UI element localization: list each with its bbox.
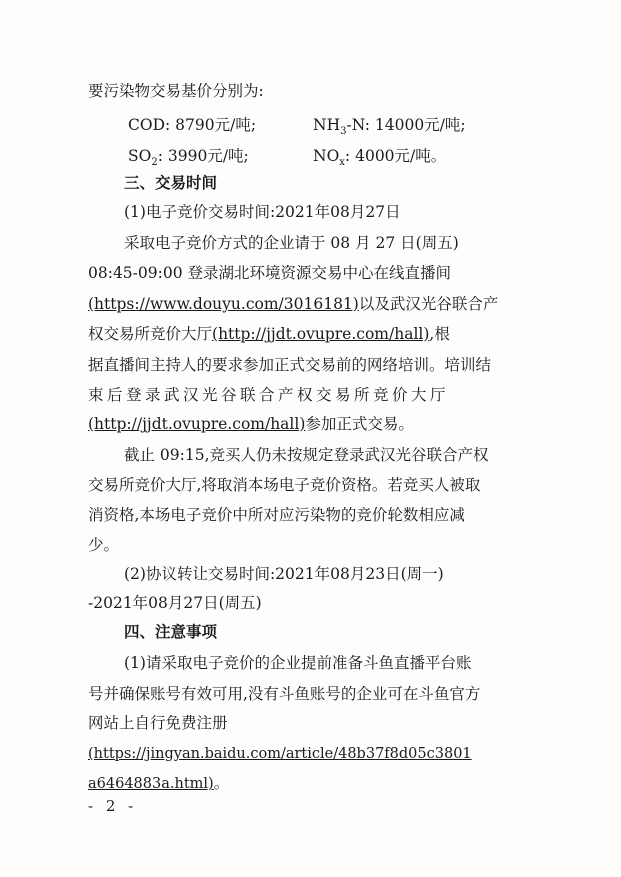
section3-para1-line4: 权交易所竞价大厅(http://jjdt.ovupre.com/hall),根 — [88, 325, 450, 343]
section3-para2-line3: 消资格,本场电子竞价中所对应污染物的竞价轮数相应减 — [88, 506, 465, 524]
section3-heading: 三、交易时间 — [124, 174, 218, 192]
intro-text: 要污染物交易基价分别为: — [88, 82, 264, 100]
nox-label: $NO_x$: — [313, 147, 351, 169]
jingyan-link-part1[interactable]: (https://jingyan.baidu.com/article/48b37f8d05c3801 — [88, 746, 472, 762]
section3-para2-line4: 少。 — [88, 536, 120, 554]
so2-price — [128, 145, 249, 174]
section3-para2-line2: 交易所竞价大厅,将取消本场电子竞价资格。若竞买人被取 — [88, 476, 481, 494]
section3-item2-line1: (2)协议转让交易时间:2021年08月23日(周一) — [124, 565, 444, 583]
nh3-label: $NH_3-N$: — [313, 116, 370, 138]
cod-label: COD: — [128, 116, 171, 134]
section3-para1-line6: 束后登录武汉光谷联合产权交易所竞价大厅 — [88, 386, 450, 404]
so2-value: 3990元/吨; — [167, 147, 249, 165]
nox-value: 4000元/吨。 — [355, 147, 447, 165]
section3-para2-line1: 截止 09:15,竞买人仍未按规定登录武汉光谷联合产权 — [124, 446, 489, 464]
page-number: - 2 - — [88, 797, 138, 815]
nox-price — [313, 145, 446, 174]
section4-heading: 四、注意事项 — [124, 623, 218, 641]
section3-para1-line1: 采取电子竞价方式的企业请于 08 月 27 日(周五) — [124, 234, 459, 252]
section3-para1-line3: (https://www.douyu.com/3016181)以及武汉光谷联合产 — [88, 295, 499, 313]
nh3-price — [313, 114, 466, 143]
intro-line — [88, 80, 264, 102]
section4-item1-line4 — [88, 742, 472, 765]
section3-item2-line2: -2021年08月27日(周五) — [88, 594, 262, 612]
section4-item1-line2: 号并确保账号有效可用,没有斗鱼账号的企业可在斗鱼官方 — [88, 685, 481, 703]
section4-item1-line1: (1)请采取电子竞价的企业提前准备斗鱼直播平台账 — [124, 654, 472, 672]
hall-link-2[interactable]: (http://jjdt.ovupre.com/hall) — [88, 415, 306, 433]
douyu-link[interactable]: (https://www.douyu.com/3016181) — [88, 295, 359, 313]
cod-price — [128, 114, 256, 136]
section4-item1-line3: 网站上自行免费注册 — [88, 714, 228, 732]
hall-link-1[interactable]: (http://jjdt.ovupre.com/hall) — [212, 325, 430, 343]
section3-para1-line7: (http://jjdt.ovupre.com/hall)参加正式交易。 — [88, 415, 414, 433]
jingyan-link-part2[interactable]: a6464883a.html) — [88, 776, 214, 792]
section3-item1-title: (1)电子竞价交易时间:2021年08月27日 — [124, 203, 401, 221]
section4-item1-line5: a6464883a.html)。 — [88, 774, 230, 792]
section3-para1-line2: 08:45-09:00 登录湖北环境资源交易中心在线直播间 — [88, 264, 452, 282]
cod-value: 8790元/吨; — [175, 116, 257, 134]
section3-para1-line5: 据直播间主持人的要求参加正式交易前的网络培训。培训结 — [88, 356, 492, 374]
so2-label: $SO_2$: — [128, 147, 163, 169]
nh3-value: 14000元/吨; — [374, 116, 466, 134]
